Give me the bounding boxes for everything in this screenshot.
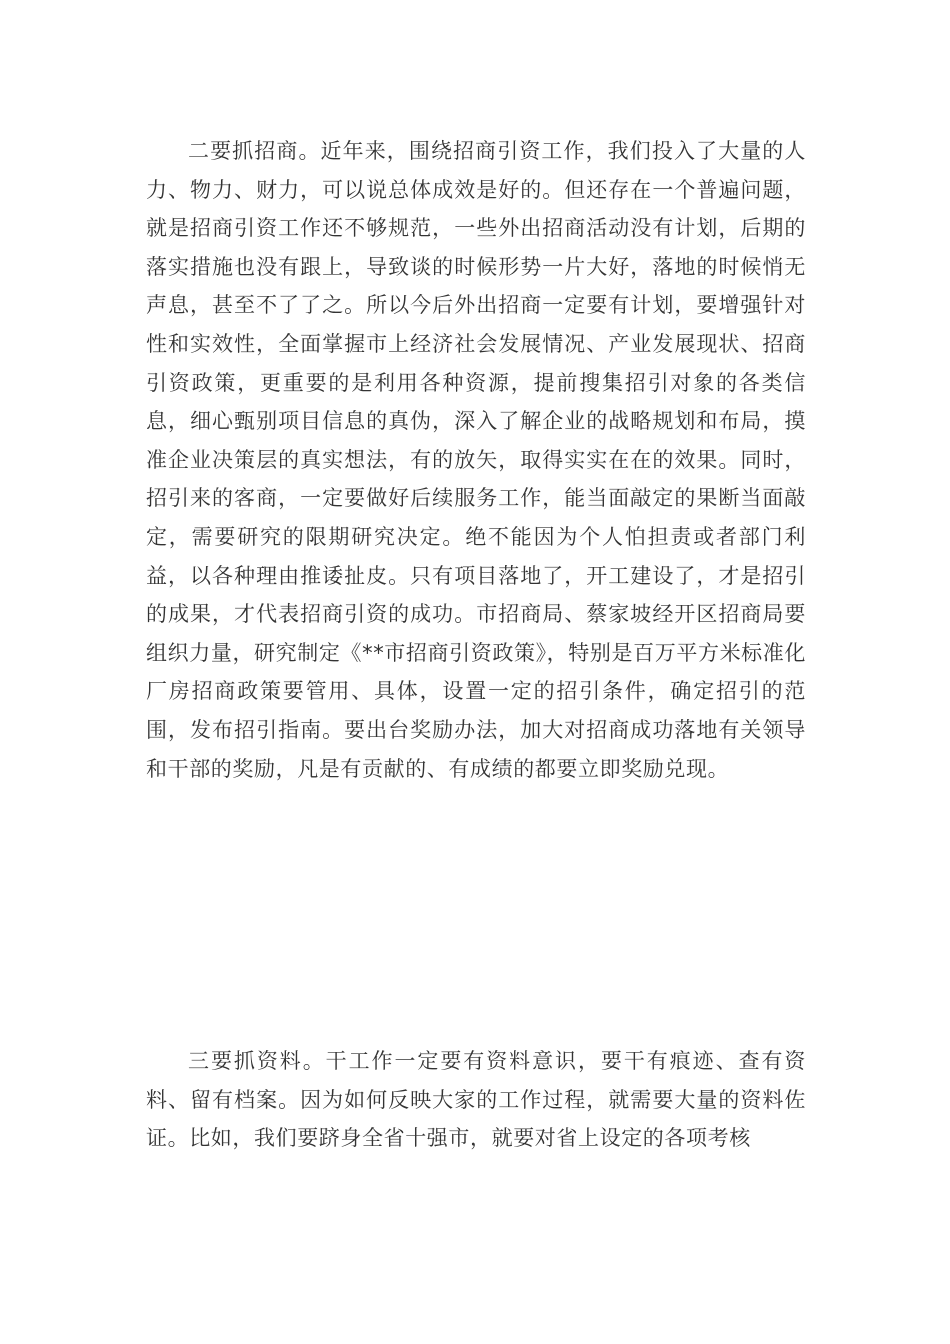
paragraph-documentation: 三要抓资料。干工作一定要有资料意识，要干有痕迹、查有资料、留有档案。因为如何反映大家的工作过程，就需要大量的资料佐证。比如，我们要跻身全省十强市，就要对省上设定的各项考核 [146,1049,806,1151]
paragraph-investment-promotion: 二要抓招商。近年来，围绕招商引资工作，我们投入了大量的人力、物力、财力，可以说总体成效是好的。但还存在一个普遍问题，就是招商引资工作还不够规范，一些外出招商活动没有计划，后期的落实措施也没有跟上，导致谈的时候形势一片大好，落地的时候悄无声息，甚至不了了之。所以今后外出招商一定要有计划，要增强针对性和实效性，全面掌握市上经济社会发展情况、产业发展现状、招商引资政策，更重要的是利用各种资源，提前搜集招引对象的各类信息，细心甄别项目信息的真伪，深入了解企业的战略规划和布局，摸准企业决策层的真实想法，有的放矢，取得实实在在的效果。同时，招引来的客商，一定要做好后续服务工作，能当面敲定的果断当面敲定，需要研究的限期研究决定。绝不能因为个人怕担责或者部门利益，以各种理由推诿扯皮。只有项目落地了，开工建设了，才是招引的成果，才代表招商引资的成功。市招商局、蔡家坡经开区招商局要组织力量，研究制定《**市招商引资政策》，特别是百万平方米标准化厂房招商政策要管用、具体，设置一定的招引条件，确定招引的范围，发布招引指南。要出台奖励办法，加大对招商成功落地有关领导和干部的奖励，凡是有贡献的、有成绩的都要立即奖励兑现。 [146,139,806,781]
